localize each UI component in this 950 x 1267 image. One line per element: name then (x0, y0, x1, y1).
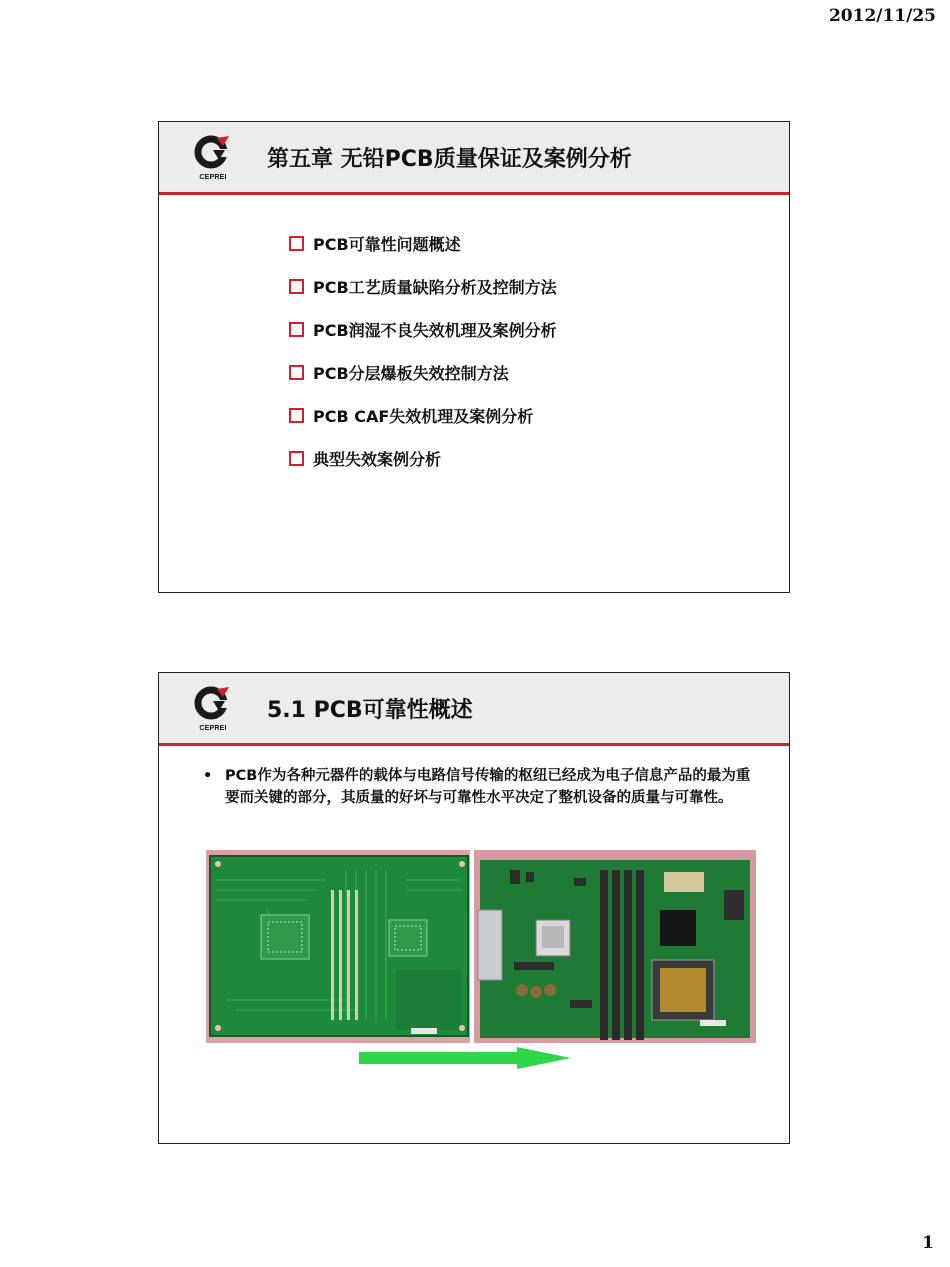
bullet-text: PCB作为各种元器件的载体与电路信号传输的枢纽已经成为电子信息产品的最为重要而关键的部分，其质量的好坏与可靠性水平决定了整机设备的质量与可靠性。 (225, 768, 751, 806)
checkbox-icon (289, 279, 304, 294)
chapter-outline (289, 222, 557, 480)
checkbox-icon (289, 322, 304, 337)
checkbox-icon (289, 236, 304, 251)
assembled-pcb-photo (474, 850, 756, 1043)
outline-item: PCB润湿不良失效机理及案例分析 (289, 308, 557, 351)
outline-item: PCB工艺质量缺陷分析及控制方法 (289, 265, 557, 308)
outline-item: 典型失效案例分析 (289, 437, 557, 480)
logo-text: CEPREI (199, 174, 227, 181)
checkbox-icon (289, 451, 304, 466)
slide-title: 5.1 PCB可靠性概述 (267, 698, 473, 723)
page-number: 1 (922, 1233, 934, 1253)
ceprei-logo (193, 134, 233, 184)
bare-pcb-photo (206, 850, 470, 1043)
bullet-marker: • (203, 768, 213, 784)
checkbox-icon (289, 365, 304, 380)
outline-item: PCB可靠性问题概述 (289, 222, 557, 265)
slide-header (159, 122, 789, 195)
page-date: 2012/11/25 (828, 6, 936, 26)
slide-chapter-5 (158, 121, 790, 593)
checkbox-icon (289, 408, 304, 423)
slide-pcb-reliability-overview (158, 672, 790, 1144)
logo-text: CEPREI (199, 725, 227, 732)
ceprei-logo (193, 685, 233, 735)
slide-title: 第五章 无铅PCB质量保证及案例分析 (267, 147, 632, 172)
outline-item: PCB分层爆板失效控制方法 (289, 351, 557, 394)
bullet-paragraph (203, 765, 763, 809)
outline-item: PCB CAF失效机理及案例分析 (289, 394, 557, 437)
right-arrow-icon (359, 1047, 571, 1073)
slide-header (159, 673, 789, 746)
